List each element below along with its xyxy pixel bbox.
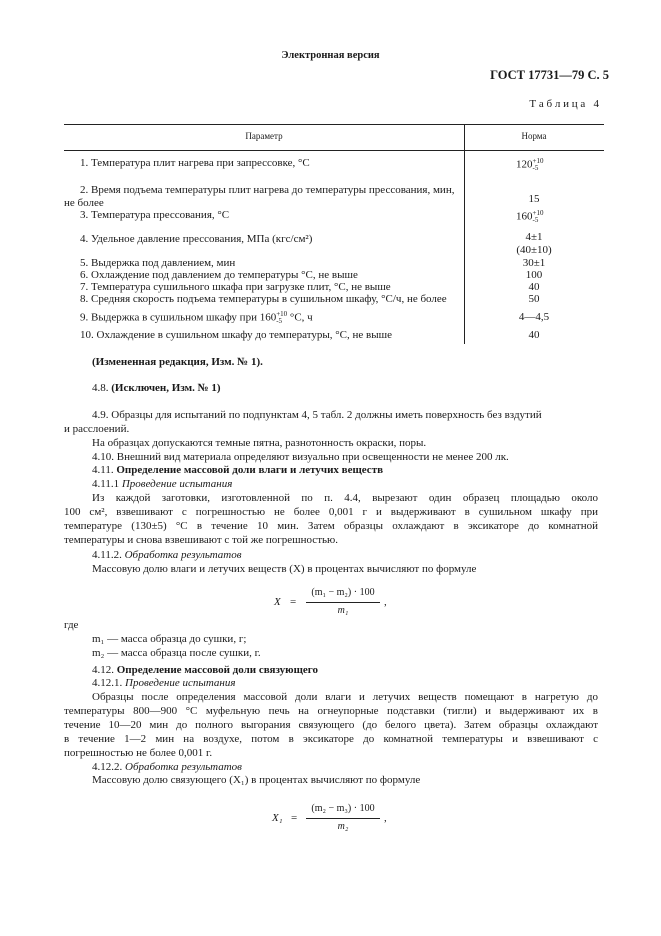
table-row-3-param: 3. Температура прессования, °С (80, 209, 230, 221)
table-row-3-norm: 160 +10 -5 (516, 209, 544, 224)
table-row-4-param: 4. Удельное давление прессования, МПа (кгс/см²) (80, 233, 313, 245)
formula-1-lhs: X (274, 596, 281, 608)
m1-definition: m₁ — масса образца до сушки, г; (92, 633, 247, 645)
table-row-1-param: 1. Температура плит нагрева при запрессовке, °С (80, 157, 310, 169)
paragraph-4-12-1-line5: погрешностью не более 0,001 г. (64, 747, 213, 759)
paragraph-4-9-line1: 4.9. Образцы для испытаний по подпунктам 4, 5 табл. 2 должны иметь поверхность без вздутий (92, 409, 542, 421)
column-header-norm: Норма (521, 131, 547, 141)
table-row-4-norm-alt: (40±10) (516, 244, 552, 256)
table-row-9-norm: 4—4,5 (518, 311, 550, 323)
paragraph-4-9-line2: и расслоений. (64, 423, 130, 435)
edition-label: Электронная версия (281, 50, 380, 61)
m2-definition: m₂ — масса образца после сушки, г. (92, 647, 261, 659)
paragraph-4-8: 4.8. (Исключен, Изм. № 1) (92, 382, 221, 394)
formula-1-tail: , (384, 596, 387, 608)
formula-1-equals: = (290, 596, 297, 608)
table-row-8-norm: 50 (528, 293, 540, 305)
formula-1-denominator: m₁ (337, 605, 349, 616)
paragraph-4-11-2: Массовую долю влаги и летучих веществ (X) в процентах вычисляют по формуле (92, 563, 477, 575)
table-row-6-norm: 100 (525, 269, 543, 281)
formula-2-fraction-bar (306, 818, 380, 819)
where-label: где (64, 619, 79, 631)
paragraph-4-11-1-line3: температуре (130±5) °С в течение 10 мин. Затем образцы охлаждают в эксикаторе до комнатной (64, 520, 598, 532)
table-top-rule (64, 124, 604, 125)
table-row-8-param: 8. Средняя скорость подъема температуры в сушильном шкафу, °С/ч, не более (80, 293, 447, 305)
table-row-7-param: 7. Температура сушильного шкафа при загрузке плит, °С, не выше (80, 281, 391, 293)
table-row-2-param-line1: 2. Время подъема температуры плит нагрева до температуры прессования, мин, (80, 184, 455, 196)
subsection-4-11-1-heading: 4.11.1 Проведение испытания (92, 478, 233, 490)
table-row-4-norm: 4±1 (525, 231, 543, 243)
paragraph-4-12-1-line1: Образцы после определения массовой доли влаги и летучих веществ помещают в нагретую до (92, 691, 598, 703)
table-row-10-param: 10. Охлаждение в сушильном шкафу до температуры, °С, не выше (80, 329, 392, 341)
table-row-2-norm: 15 (528, 193, 540, 205)
table-row-5-param: 5. Выдержка под давлением, мин (80, 257, 236, 269)
subsection-4-11-2-heading: 4.11.2. Обработка результатов (92, 549, 242, 561)
table-row-5-norm: 30±1 (522, 257, 546, 269)
formula-2-denominator: m₂ (337, 821, 349, 832)
gost-reference: ГОСТ 17731—79 С. 5 (490, 68, 609, 82)
paragraph-4-11-1-line1: Из каждой заготовки, изготовленной по п. 4.4, вырезают один образец площадью около (92, 492, 598, 504)
paragraph-4-12-2: Массовую долю связующего (X₁) в процентах вычисляют по формуле (92, 774, 421, 786)
paragraph-4-12-1-line2: температуры 800—900 °С муфельную печь на огнеупорные подставки (тигли) и выдерживают их в (64, 705, 598, 717)
subsection-4-12-2-heading: 4.12.2. Обработка результатов (92, 761, 242, 773)
amendment-note: (Измененная редакция, Изм. № 1). (92, 356, 263, 368)
subsection-4-12-1-heading: 4.12.1. Проведение испытания (92, 677, 236, 689)
table-label: Т а б л и ц а 4 (529, 98, 599, 110)
formula-2-equals: = (291, 812, 298, 824)
paragraph-4-9-line3: На образцах допускаются темные пятна, разнотонность окраски, поры. (92, 437, 427, 449)
paragraph-4-11-1-line4: температуры и снова взвешивают с той же погрешностью. (64, 534, 338, 546)
section-4-11-heading: 4.11. Определение массовой доли влаги и летучих веществ (92, 464, 384, 476)
column-header-parameter: Параметр (245, 131, 283, 141)
table-row-2-param-line2: не более (64, 197, 104, 209)
formula-1-fraction-bar (306, 602, 380, 603)
table-row-9-param: 9. Выдержка в сушильном шкафу при 160 +10 -5 °С, ч (80, 310, 313, 325)
table-row-7-norm: 40 (528, 281, 540, 293)
paragraph-4-12-1-line3: течение 10—20 мин до полного выгорания связующего (до белого цвета). Затем образцы охлаждают (64, 719, 598, 731)
paragraph-4-10: 4.10. Внешний вид материала определяют визуально при освещенности не менее 200 лк. (92, 451, 509, 463)
table-header-rule (64, 150, 604, 151)
table-row-10-norm: 40 (528, 329, 540, 341)
formula-1-numerator: (m₁ − m₂) · 100 (311, 587, 375, 598)
table-row-6-param: 6. Охлаждение под давлением до температуры °С, не выше (80, 269, 358, 281)
section-4-12-heading: 4.12. Определение массовой доли связующего (92, 664, 318, 676)
table-row-1-norm: 120 +10 -5 (516, 157, 544, 172)
formula-2-numerator: (m₂ − m₃) · 100 (311, 803, 375, 814)
formula-2-tail: , (384, 812, 387, 824)
paragraph-4-11-1-line2: 100 см², взвешивают с погрешностью не более 0,001 г и выдерживают в сушильном шкафу при (64, 506, 598, 518)
formula-2-lhs: X₁ (272, 812, 283, 824)
paragraph-4-12-1-line4: в течение 1—2 мин на воздухе, потом в эксикаторе до комнатной температуры и взвешивают с (64, 733, 598, 745)
